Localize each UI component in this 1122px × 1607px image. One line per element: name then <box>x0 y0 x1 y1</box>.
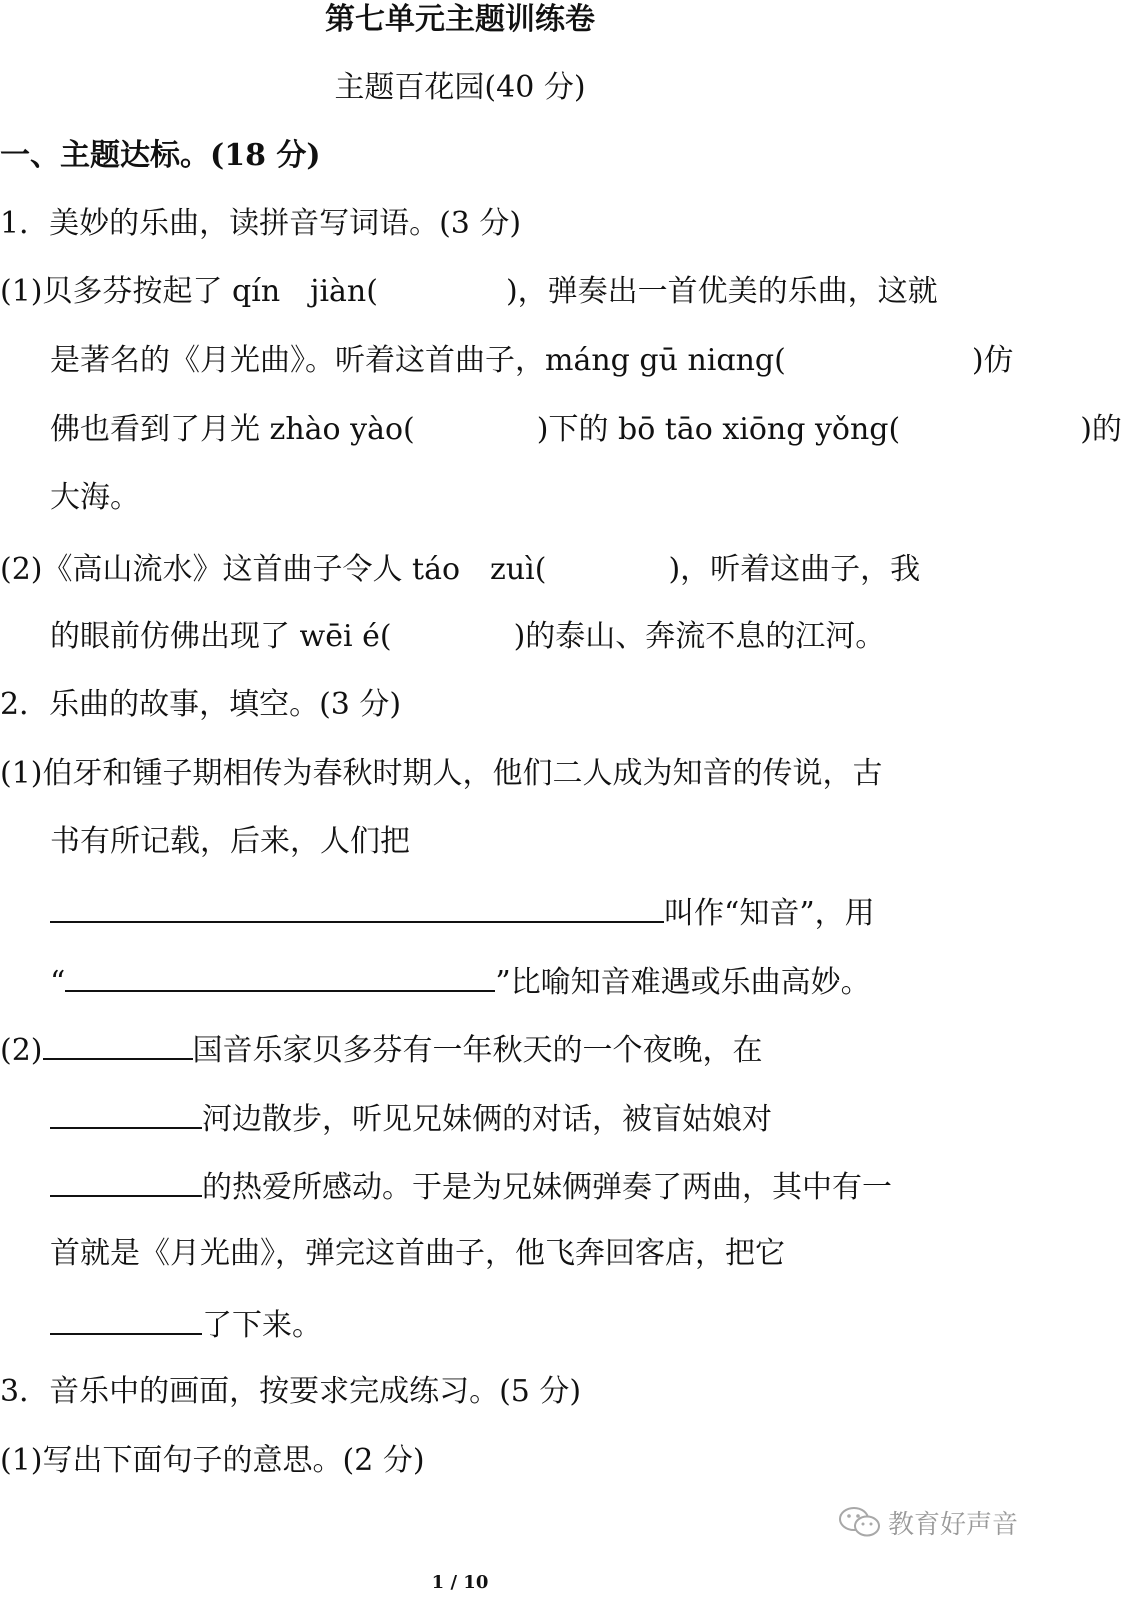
watermark-text: 教育好声音 <box>888 1509 1019 1540</box>
q1-p1-line2-text-b: )仿 <box>971 343 1014 378</box>
answer-underline[interactable] <box>50 1097 202 1129</box>
q1-p1-line3-text-a: 佛也看到了月光 zhào yào( <box>50 412 415 447</box>
q1-p1-line2 <box>50 341 1014 381</box>
q1-p2-line2 <box>50 617 885 657</box>
q2-p1-line3 <box>50 891 875 934</box>
q1-p1-line1-text-b: )，弹奏出一首优美的乐曲，这就 <box>505 274 938 309</box>
q2-p2-line5 <box>50 1303 322 1346</box>
q1-p2-line2-text-b: )的泰山、奔流不息的江河。 <box>513 619 886 654</box>
q1-p1-line1 <box>0 272 938 312</box>
q1-p2-line1 <box>0 550 920 590</box>
page-subtitle: 主题百花园(40 分) <box>334 70 586 105</box>
q1-p1-line2-text-a: 是著名的《月光曲》。听着这首曲子，máng gū niɑng( <box>50 343 786 378</box>
answer-underline[interactable] <box>50 1303 202 1335</box>
q1-p1-line3 <box>50 410 1122 450</box>
q1-p1-line1-text-a: (1)贝多芬按起了 qín jiàn( <box>0 274 378 309</box>
page-title: 第七单元主题训练卷 <box>325 2 595 37</box>
q2-p2-line2-text: 河边散步，听见兄妹俩的对话，被盲姑娘对 <box>202 1102 772 1137</box>
q2-p2-line3-text: 的热爱所感动。于是为兄妹俩弹奏了两曲，其中有一 <box>202 1170 892 1205</box>
q2-p2-line1-text-b: 国音乐家贝多芬有一年秋天的一个夜晚，在 <box>192 1033 763 1068</box>
q3-p1: (1)写出下面句子的意思。(2 分) <box>0 1443 425 1478</box>
q2-p1-line4 <box>50 960 871 1003</box>
q2-p1-line1: (1)伯牙和锺子期相传为春秋时期人，他们二人成为知音的传说，古 <box>0 756 883 791</box>
q2-p1-line4-text-a: “ <box>50 965 66 1000</box>
q1-p2-line1-text-b: )，听着这曲子，我 <box>668 552 921 587</box>
answer-underline[interactable] <box>65 960 495 992</box>
answer-underline[interactable] <box>50 891 664 923</box>
answer-underline[interactable] <box>50 1165 202 1197</box>
answer-underline[interactable] <box>43 1028 193 1060</box>
question-2-heading: 2．乐曲的故事，填空。(3 分) <box>0 687 402 722</box>
q2-p2-line4: 首就是《月光曲》，弹完这首曲子，他飞奔回客店，把它 <box>50 1236 785 1271</box>
watermark <box>838 1502 1018 1542</box>
q2-p2-line5-text: 了下来。 <box>202 1308 322 1343</box>
q2-p2-line2 <box>50 1097 772 1140</box>
q1-p1-line3-text-c: )的 <box>1080 412 1122 447</box>
wechat-icon <box>838 1505 882 1539</box>
question-1-heading: 1．美妙的乐曲，读拼音写词语。(3 分) <box>0 206 522 241</box>
q2-p2-line3 <box>50 1165 892 1208</box>
q2-p1-line3-text: 叫作“知音”，用 <box>664 896 875 931</box>
question-3-heading: 3．音乐中的画面，按要求完成练习。(5 分) <box>0 1374 582 1409</box>
page-number: 1 / 10 <box>431 1572 489 1593</box>
q2-p2-line1-text-a: (2) <box>0 1033 43 1068</box>
q2-p1-line4-text-b: ”比喻知音难遇或乐曲高妙。 <box>495 965 871 1000</box>
q1-p2-line2-text-a: 的眼前仿佛出现了 wēi é( <box>50 619 392 654</box>
q1-p2-line1-text-a: (2)《高山流水》这首曲子令人 táo zuì( <box>0 552 547 587</box>
q2-p2-line1 <box>0 1028 763 1071</box>
section-heading: 一、主题达标。(18 分) <box>0 138 321 173</box>
q1-p1-line4: 大海。 <box>50 480 140 515</box>
q2-p1-line2: 书有所记载，后来，人们把 <box>50 824 410 859</box>
q1-p1-line3-text-b: )下的 bō tāo xiōng yǒng( <box>536 412 901 447</box>
